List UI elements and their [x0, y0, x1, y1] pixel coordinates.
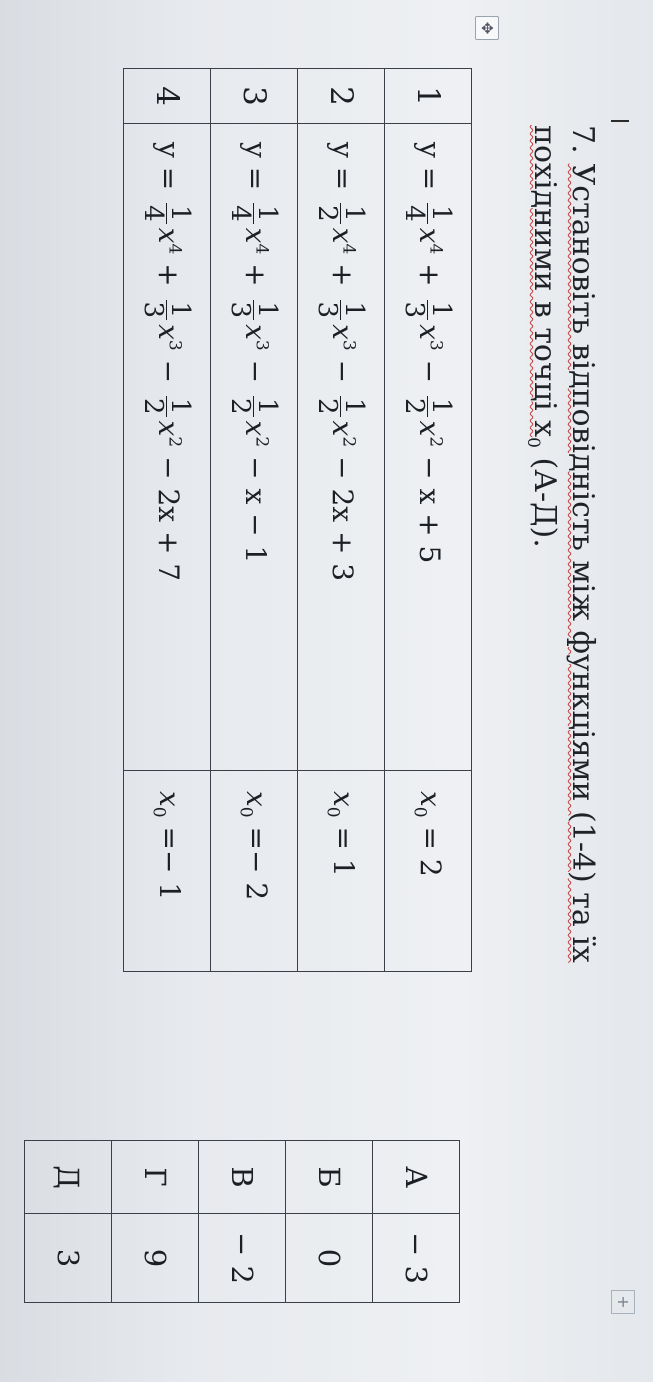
row-number[interactable]: 3 — [211, 69, 298, 124]
formula-rest: − 2x + 7 — [152, 456, 186, 582]
question-subscript: 0 — [523, 437, 543, 448]
formula-prefix: y = — [326, 142, 360, 191]
variable: x — [326, 324, 360, 340]
exponent: 3 — [251, 339, 272, 351]
operator: − — [413, 359, 447, 384]
point-subscript: 0 — [322, 806, 343, 818]
variable: x — [413, 420, 447, 437]
exponent: 3 — [164, 339, 185, 351]
point-equals: =− 1 — [152, 817, 186, 901]
denominator: 3 — [138, 301, 169, 319]
function-formula[interactable] — [124, 124, 211, 771]
point-variable: x — [152, 791, 186, 807]
plus-icon[interactable]: + — [611, 1290, 635, 1314]
answer-row — [373, 1141, 460, 1303]
numerator: 1 — [426, 301, 457, 319]
numerator: 1 — [426, 205, 457, 222]
fraction — [225, 300, 283, 321]
function-row — [124, 69, 211, 972]
function-row — [211, 69, 298, 972]
exponent: 2 — [251, 436, 272, 448]
fraction — [225, 396, 283, 417]
exponent: 3 — [425, 339, 446, 351]
fraction — [138, 203, 196, 224]
fraction — [138, 300, 196, 321]
point-value[interactable] — [385, 771, 472, 972]
variable: x — [152, 324, 186, 340]
answer-value[interactable]: − 3 — [373, 1214, 460, 1303]
function-formula[interactable] — [385, 124, 472, 771]
variable: x — [326, 420, 360, 437]
point-subscript: 0 — [148, 806, 169, 818]
fraction — [399, 203, 457, 224]
answers-table — [24, 1140, 460, 1303]
point-variable: x — [413, 791, 447, 807]
point-equals: =− 2 — [239, 817, 273, 901]
denominator: 4 — [138, 205, 169, 222]
move-arrows-icon[interactable]: ✥ — [475, 16, 499, 40]
answer-letter[interactable]: Г — [112, 1141, 199, 1214]
numerator: 1 — [426, 398, 457, 415]
point-subscript: 0 — [235, 806, 256, 818]
denominator: 2 — [138, 398, 169, 415]
exponent: 4 — [251, 243, 272, 255]
text-cursor — [611, 120, 629, 122]
answer-row — [199, 1141, 286, 1303]
point-variable: x — [239, 791, 273, 807]
numerator: 1 — [165, 205, 196, 222]
question-line-2: похідними в точці x — [527, 125, 562, 438]
denominator: 2 — [312, 398, 343, 415]
operator: − — [239, 359, 273, 384]
denominator: 2 — [399, 398, 430, 415]
row-number[interactable]: 2 — [298, 69, 385, 124]
question-line-1: Установіть відповідність між функціями (1-4) та їх — [565, 163, 600, 963]
denominator: 4 — [225, 205, 256, 222]
numerator: 1 — [339, 398, 370, 415]
function-row — [298, 69, 385, 972]
operator: + — [326, 263, 360, 287]
exponent: 2 — [338, 436, 359, 448]
answer-value[interactable]: 9 — [112, 1214, 199, 1303]
exponent: 4 — [338, 243, 359, 255]
answer-row — [25, 1141, 112, 1303]
function-formula[interactable] — [211, 124, 298, 771]
variable: x — [152, 420, 186, 437]
denominator: 3 — [312, 301, 343, 319]
formula-rest: − 2x + 3 — [326, 456, 360, 582]
fraction — [138, 396, 196, 417]
answer-letter[interactable]: В — [199, 1141, 286, 1214]
numerator: 1 — [339, 301, 370, 319]
denominator: 2 — [312, 205, 343, 222]
numerator: 1 — [165, 398, 196, 415]
operator: + — [239, 263, 273, 287]
answer-row — [112, 1141, 199, 1303]
fraction — [225, 203, 283, 224]
point-variable: x — [326, 791, 360, 807]
operator: + — [413, 263, 447, 287]
formula-prefix: y = — [413, 142, 447, 191]
exponent: 2 — [425, 436, 446, 448]
operator: − — [326, 359, 360, 384]
exponent: 3 — [338, 339, 359, 351]
fraction — [399, 300, 457, 321]
formula-rest: − x − 1 — [239, 456, 273, 564]
answer-value[interactable]: − 2 — [199, 1214, 286, 1303]
question-number: 7. — [565, 125, 600, 154]
answer-letter[interactable]: А — [373, 1141, 460, 1214]
variable: x — [239, 227, 273, 244]
point-subscript: 0 — [409, 806, 430, 818]
function-row — [385, 69, 472, 972]
formula-prefix: y = — [239, 142, 273, 191]
numerator: 1 — [252, 301, 283, 319]
numerator: 1 — [339, 205, 370, 222]
fraction — [312, 396, 370, 417]
row-number[interactable]: 4 — [124, 69, 211, 124]
numerator: 1 — [252, 398, 283, 415]
point-value[interactable] — [298, 771, 385, 972]
denominator: 3 — [225, 301, 256, 319]
denominator: 2 — [225, 398, 256, 415]
variable: x — [413, 324, 447, 340]
numerator: 1 — [252, 205, 283, 222]
variable: x — [326, 227, 360, 244]
point-value[interactable] — [211, 771, 298, 972]
fraction — [312, 203, 370, 224]
variable: x — [239, 324, 273, 340]
formula-prefix: y = — [152, 142, 186, 191]
point-value[interactable] — [124, 771, 211, 972]
question-text — [514, 125, 601, 1365]
functions-table — [123, 68, 472, 972]
answer-value[interactable]: 3 — [25, 1214, 112, 1303]
exponent: 4 — [164, 243, 185, 255]
numerator: 1 — [165, 301, 196, 319]
answer-row — [286, 1141, 373, 1303]
point-equals: = 2 — [413, 817, 447, 877]
exponent: 4 — [425, 243, 446, 255]
operator: − — [152, 359, 186, 384]
answer-letter[interactable]: Д — [25, 1141, 112, 1214]
point-equals: = 1 — [326, 817, 360, 877]
variable: x — [239, 420, 273, 437]
formula-rest: − x + 5 — [413, 456, 447, 564]
variable: x — [413, 227, 447, 244]
variable: x — [152, 227, 186, 244]
fraction — [399, 396, 457, 417]
answer-value[interactable]: 0 — [286, 1214, 373, 1303]
answer-letter[interactable]: Б — [286, 1141, 373, 1214]
fraction — [312, 300, 370, 321]
row-number[interactable]: 1 — [385, 69, 472, 124]
denominator: 3 — [399, 301, 430, 319]
exponent: 2 — [164, 436, 185, 448]
denominator: 4 — [399, 205, 430, 222]
question-line-2-end: (А-Д). — [527, 448, 562, 548]
operator: + — [152, 263, 186, 287]
function-formula[interactable] — [298, 124, 385, 771]
